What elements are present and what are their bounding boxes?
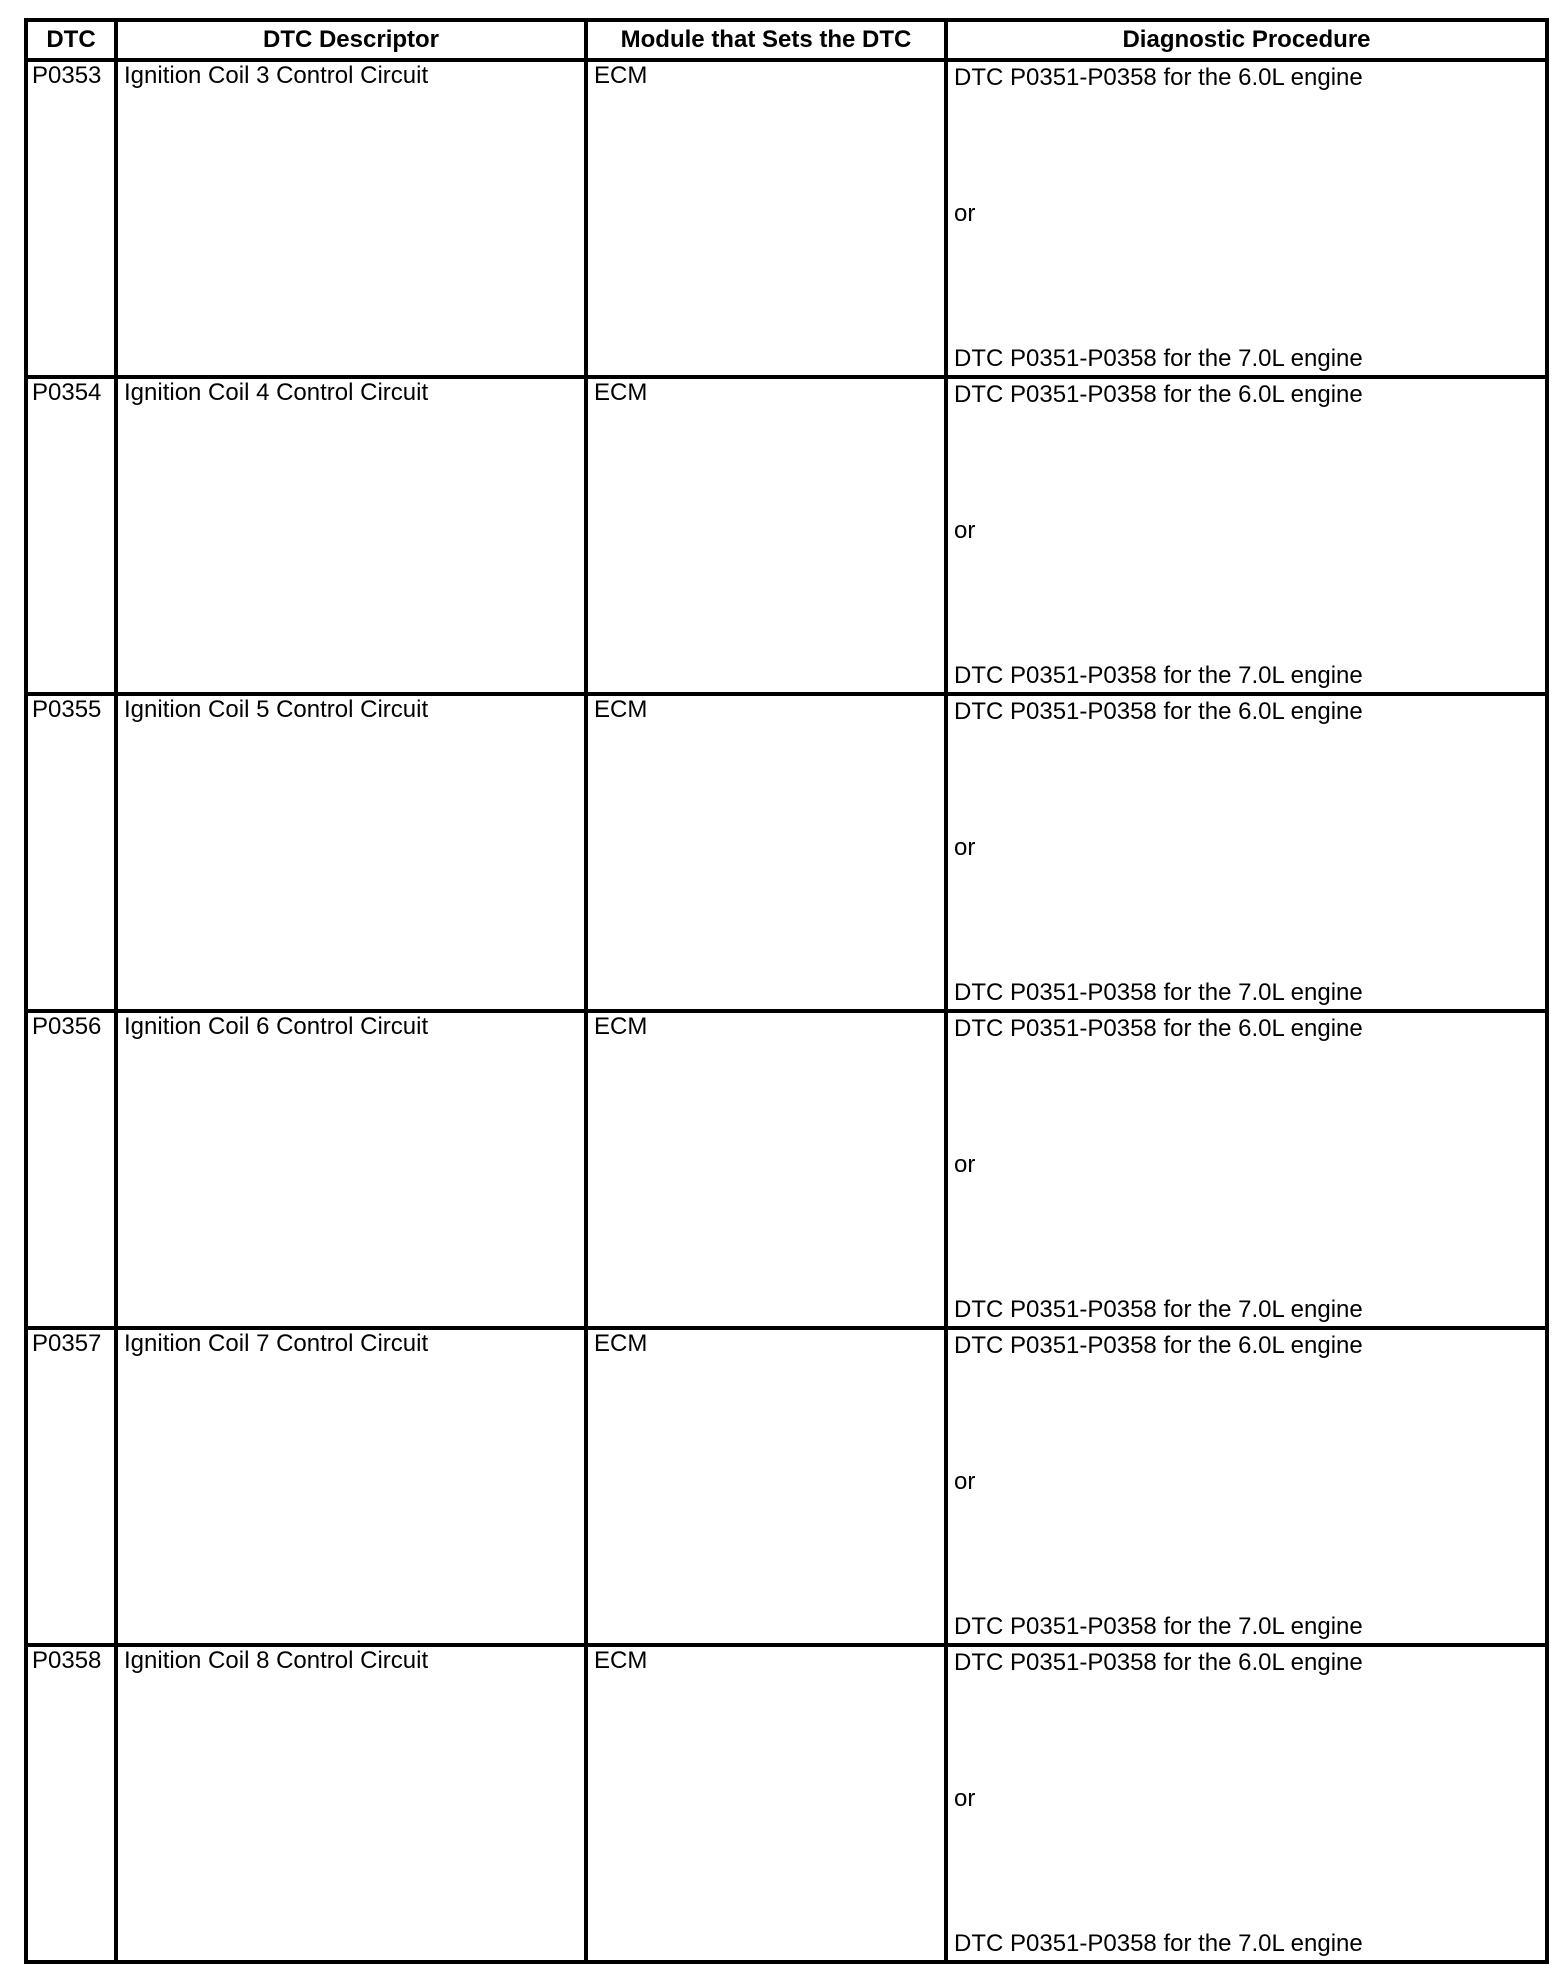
module-cell <box>586 377 946 694</box>
procedure-cell <box>946 60 1547 377</box>
table-row <box>26 1645 1547 1962</box>
table-row <box>26 694 1547 1011</box>
module-cell <box>586 1011 946 1328</box>
procedure-link-6-0l[interactable]: DTC P0351-P0358 for the 6.0L engine <box>954 1332 1363 1359</box>
procedure-link-6-0l[interactable]: DTC P0351-P0358 for the 6.0L engine <box>954 64 1363 91</box>
module-name: ECM <box>594 696 648 723</box>
procedure-or: or <box>954 1785 976 1812</box>
procedure-link-6-0l[interactable]: DTC P0351-P0358 for the 6.0L engine <box>954 698 1363 725</box>
procedure-link-6-0l[interactable]: DTC P0351-P0358 for the 6.0L engine <box>954 1649 1363 1676</box>
table-body <box>26 60 1547 1962</box>
dtc-cell <box>26 1328 116 1645</box>
table-row <box>26 377 1547 694</box>
module-cell <box>586 1645 946 1962</box>
procedure-link-7-0l[interactable]: DTC P0351-P0358 for the 7.0L engine <box>954 662 1363 689</box>
descriptor-cell <box>116 377 586 694</box>
descriptor-cell <box>116 60 586 377</box>
procedure-or: or <box>954 200 976 227</box>
procedure-cell <box>946 377 1547 694</box>
dtc-cell <box>26 60 116 377</box>
procedure-link-6-0l[interactable]: DTC P0351-P0358 for the 6.0L engine <box>954 1015 1363 1042</box>
dtc-code: P0354 <box>32 379 102 406</box>
descriptor-cell <box>116 1328 586 1645</box>
module-name: ECM <box>594 1013 648 1040</box>
header-dtc: DTC <box>26 20 116 60</box>
procedure-cell <box>946 1011 1547 1328</box>
table-row <box>26 1011 1547 1328</box>
table-header <box>26 20 1547 60</box>
dtc-descriptor: Ignition Coil 3 Control Circuit <box>124 62 429 89</box>
header-descriptor: DTC Descriptor <box>116 20 586 60</box>
dtc-descriptor: Ignition Coil 8 Control Circuit <box>124 1647 429 1674</box>
table-row <box>26 60 1547 377</box>
dtc-code: P0358 <box>32 1647 102 1674</box>
dtc-code: P0356 <box>32 1013 102 1040</box>
procedure-link-7-0l[interactable]: DTC P0351-P0358 for the 7.0L engine <box>954 1930 1363 1957</box>
procedure-link-7-0l[interactable]: DTC P0351-P0358 for the 7.0L engine <box>954 1296 1363 1323</box>
dtc-cell <box>26 1011 116 1328</box>
dtc-descriptor: Ignition Coil 4 Control Circuit <box>124 379 429 406</box>
dtc-descriptor: Ignition Coil 6 Control Circuit <box>124 1013 429 1040</box>
dtc-cell <box>26 694 116 1011</box>
module-cell <box>586 1328 946 1645</box>
procedure-or: or <box>954 1151 976 1178</box>
header-row <box>26 20 1547 60</box>
module-name: ECM <box>594 1330 648 1357</box>
dtc-cell <box>26 377 116 694</box>
procedure-or: or <box>954 517 976 544</box>
procedure-cell <box>946 1645 1547 1962</box>
module-name: ECM <box>594 379 648 406</box>
procedure-cell <box>946 694 1547 1011</box>
module-name: ECM <box>594 62 648 89</box>
procedure-link-7-0l[interactable]: DTC P0351-P0358 for the 7.0L engine <box>954 1613 1363 1640</box>
dtc-cell <box>26 1645 116 1962</box>
procedure-link-6-0l[interactable]: DTC P0351-P0358 for the 6.0L engine <box>954 381 1363 408</box>
dtc-descriptor: Ignition Coil 7 Control Circuit <box>124 1330 429 1357</box>
procedure-or: or <box>954 834 976 861</box>
module-name: ECM <box>594 1647 648 1674</box>
header-module: Module that Sets the DTC <box>586 20 946 60</box>
descriptor-cell <box>116 1011 586 1328</box>
module-cell <box>586 694 946 1011</box>
dtc-table <box>24 18 1549 1964</box>
procedure-link-7-0l[interactable]: DTC P0351-P0358 for the 7.0L engine <box>954 345 1363 372</box>
dtc-code: P0357 <box>32 1330 102 1357</box>
procedure-cell <box>946 1328 1547 1645</box>
header-procedure: Diagnostic Procedure <box>946 20 1547 60</box>
table-row <box>26 1328 1547 1645</box>
descriptor-cell <box>116 1645 586 1962</box>
descriptor-cell <box>116 694 586 1011</box>
module-cell <box>586 60 946 377</box>
dtc-descriptor: Ignition Coil 5 Control Circuit <box>124 696 429 723</box>
dtc-code: P0353 <box>32 62 102 89</box>
procedure-link-7-0l[interactable]: DTC P0351-P0358 for the 7.0L engine <box>954 979 1363 1006</box>
procedure-or: or <box>954 1468 976 1495</box>
dtc-code: P0355 <box>32 696 102 723</box>
